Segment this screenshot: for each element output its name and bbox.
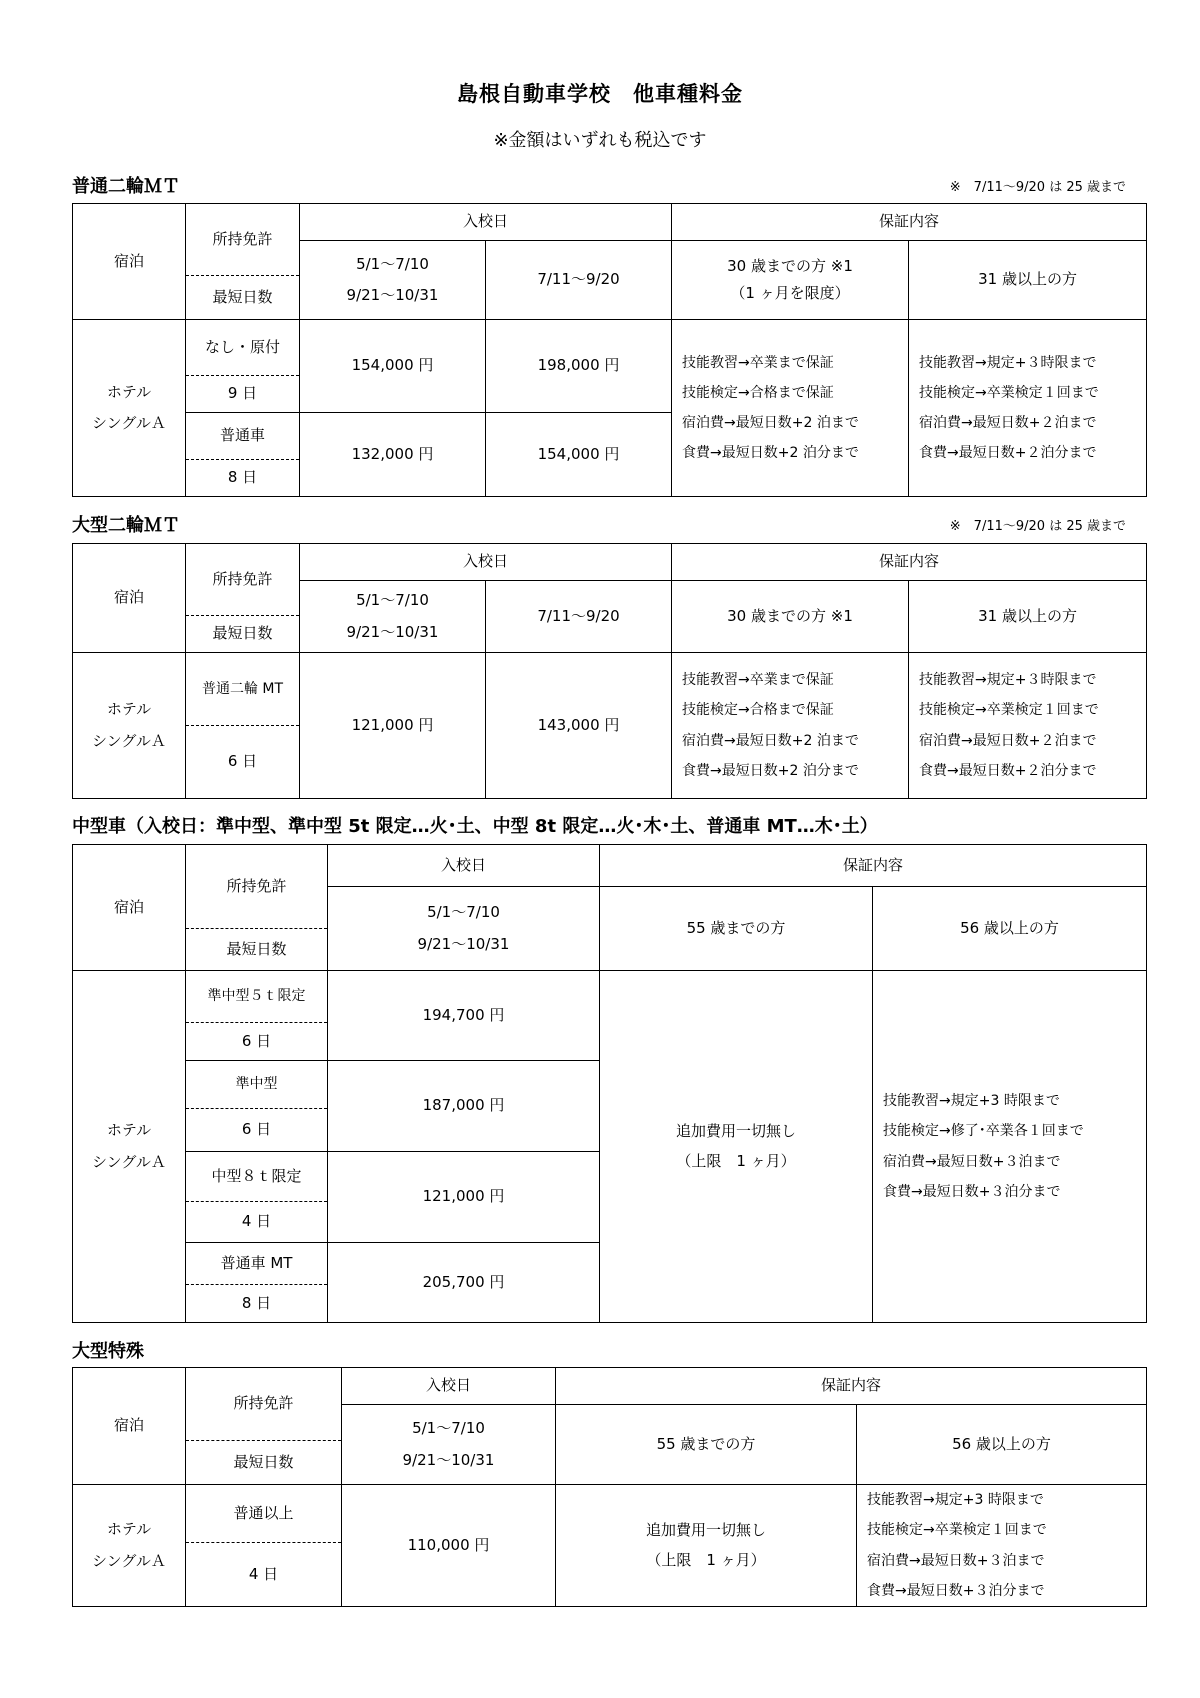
age-note: ※ 7/11～9/20 は 25 歳まで [949,519,1126,534]
header-admission: 入校日 [300,544,672,581]
days-cell: 4 日 [186,1202,328,1243]
age-55-header: 55 歳までの方 [600,887,873,971]
age-30-header: 30 歳までの方 ※1 （1 ヶ月を限度） [672,241,909,320]
days-cell: 8 日 [186,460,300,497]
license-cell: 普通車 [186,413,300,460]
guarantee-old: 技能教習→規定+3 時限まで 技能検定→卒業検定１回まで 宿泊費→最短日数+３泊まで 食費→最短日数+３泊分まで [857,1485,1147,1607]
header-license: 所持免許 [186,204,300,276]
header-license: 所持免許 [186,544,300,616]
license-cell: 普通車 MT [186,1243,328,1285]
period-a: 5/1～7/10 9/21～10/31 [342,1405,556,1485]
price-cell: 154,000 円 [486,413,672,497]
price-cell: 110,000 円 [342,1485,556,1607]
header-admission: 入校日 [342,1368,556,1405]
age-31-header: 31 歳以上の方 [909,581,1147,653]
header-stay: 宿泊 [73,1368,186,1485]
fee-table-ogata-tokushu [72,1367,1147,1607]
header-license: 所持免許 [186,1368,342,1441]
license-cell: 普通二輪 MT [186,653,300,726]
price-cell: 121,000 円 [300,653,486,799]
days-cell: 9 日 [186,376,300,413]
header-admission: 入校日 [328,845,600,887]
fee-table-futsu-nirin [72,203,1147,497]
days-cell: 6 日 [186,1023,328,1061]
price-cell: 154,000 円 [300,320,486,413]
header-stay: 宿泊 [73,204,186,320]
header-min-days: 最短日数 [186,276,300,320]
age-note: ※ 7/11～9/20 は 25 歳まで [949,180,1126,195]
section-title-ogata-nirin: 大型二輪ＭＴ [72,515,180,536]
guarantee-old: 技能教習→規定+３時限まで 技能検定→卒業検定１回まで 宿泊費→最短日数+２泊まで 食費→最短日数+２泊分まで [909,320,1147,497]
price-cell: 121,000 円 [328,1152,600,1243]
header-stay: 宿泊 [73,845,186,971]
guarantee-young: 追加費用一切無し （上限 1 ヶ月） [556,1485,857,1607]
age-55-header: 55 歳までの方 [556,1405,857,1485]
license-cell: 普通以上 [186,1485,342,1543]
header-license: 所持免許 [186,845,328,929]
guarantee-young: 追加費用一切無し （上限 1 ヶ月） [600,971,873,1323]
tax-note: ※金額はいずれも税込です [493,130,707,151]
fee-table-chugata [72,844,1147,1323]
days-cell: 6 日 [186,726,300,799]
days-cell: 6 日 [186,1109,328,1152]
price-cell: 198,000 円 [486,320,672,413]
header-min-days: 最短日数 [186,616,300,653]
header-guarantee: 保証内容 [672,204,1147,241]
guarantee-young: 技能教習→卒業まで保証 技能検定→合格まで保証 宿泊費→最短日数+2 泊まで 食費→最短日数+2 泊分まで [672,320,909,497]
license-cell: 準中型５ｔ限定 [186,971,328,1023]
guarantee-young: 技能教習→卒業まで保証 技能検定→合格まで保証 宿泊費→最短日数+2 泊まで 食費→最短日数+2 泊分まで [672,653,909,799]
stay-hotel: ホテル シングルＡ [73,1485,186,1607]
header-admission: 入校日 [300,204,672,241]
header-min-days: 最短日数 [186,929,328,971]
age-56-header: 56 歳以上の方 [873,887,1147,971]
days-cell: 8 日 [186,1285,328,1323]
period-a: 5/1～7/10 9/21～10/31 [300,241,486,320]
price-cell: 205,700 円 [328,1243,600,1323]
period-a: 5/1～7/10 9/21～10/31 [300,581,486,653]
age-31-header: 31 歳以上の方 [909,241,1147,320]
header-min-days: 最短日数 [186,1441,342,1485]
fee-table-ogata-nirin [72,543,1147,799]
price-cell: 143,000 円 [486,653,672,799]
section-title-futsu-nirin: 普通二輪ＭＴ [72,176,180,197]
age-56-header: 56 歳以上の方 [857,1405,1147,1485]
header-guarantee: 保証内容 [600,845,1147,887]
age-30-header: 30 歳までの方 ※1 [672,581,909,653]
period-b: 7/11～9/20 [486,581,672,653]
license-cell: なし・原付 [186,320,300,376]
price-cell: 194,700 円 [328,971,600,1061]
period-a: 5/1～7/10 9/21～10/31 [328,887,600,971]
days-cell: 4 日 [186,1543,342,1607]
header-stay: 宿泊 [73,544,186,653]
period-b: 7/11～9/20 [486,241,672,320]
license-cell: 中型８ｔ限定 [186,1152,328,1202]
guarantee-old: 技能教習→規定+３時限まで 技能検定→卒業検定１回まで 宿泊費→最短日数+２泊まで 食費→最短日数+２泊分まで [909,653,1147,799]
header-guarantee: 保証内容 [672,544,1147,581]
stay-hotel: ホテル シングルＡ [73,320,186,497]
section-title-chugata: 中型車（入校日：準中型、準中型 5t 限定…火･土、中型 8t 限定…火･木･土、普通車 MT…木･土） [72,816,878,837]
header-guarantee: 保証内容 [556,1368,1147,1405]
stay-hotel: ホテル シングルＡ [73,971,186,1323]
price-cell: 187,000 円 [328,1061,600,1152]
license-cell: 準中型 [186,1061,328,1109]
guarantee-old: 技能教習→規定+3 時限まで 技能検定→修了･卒業各１回まで 宿泊費→最短日数+３泊まで 食費→最短日数+３泊分まで [873,971,1147,1323]
stay-hotel: ホテル シングルＡ [73,653,186,799]
section-title-ogata-tokushu: 大型特殊 [72,1341,144,1362]
page-title: 島根自動車学校 他車種料金 [457,82,743,106]
price-cell: 132,000 円 [300,413,486,497]
